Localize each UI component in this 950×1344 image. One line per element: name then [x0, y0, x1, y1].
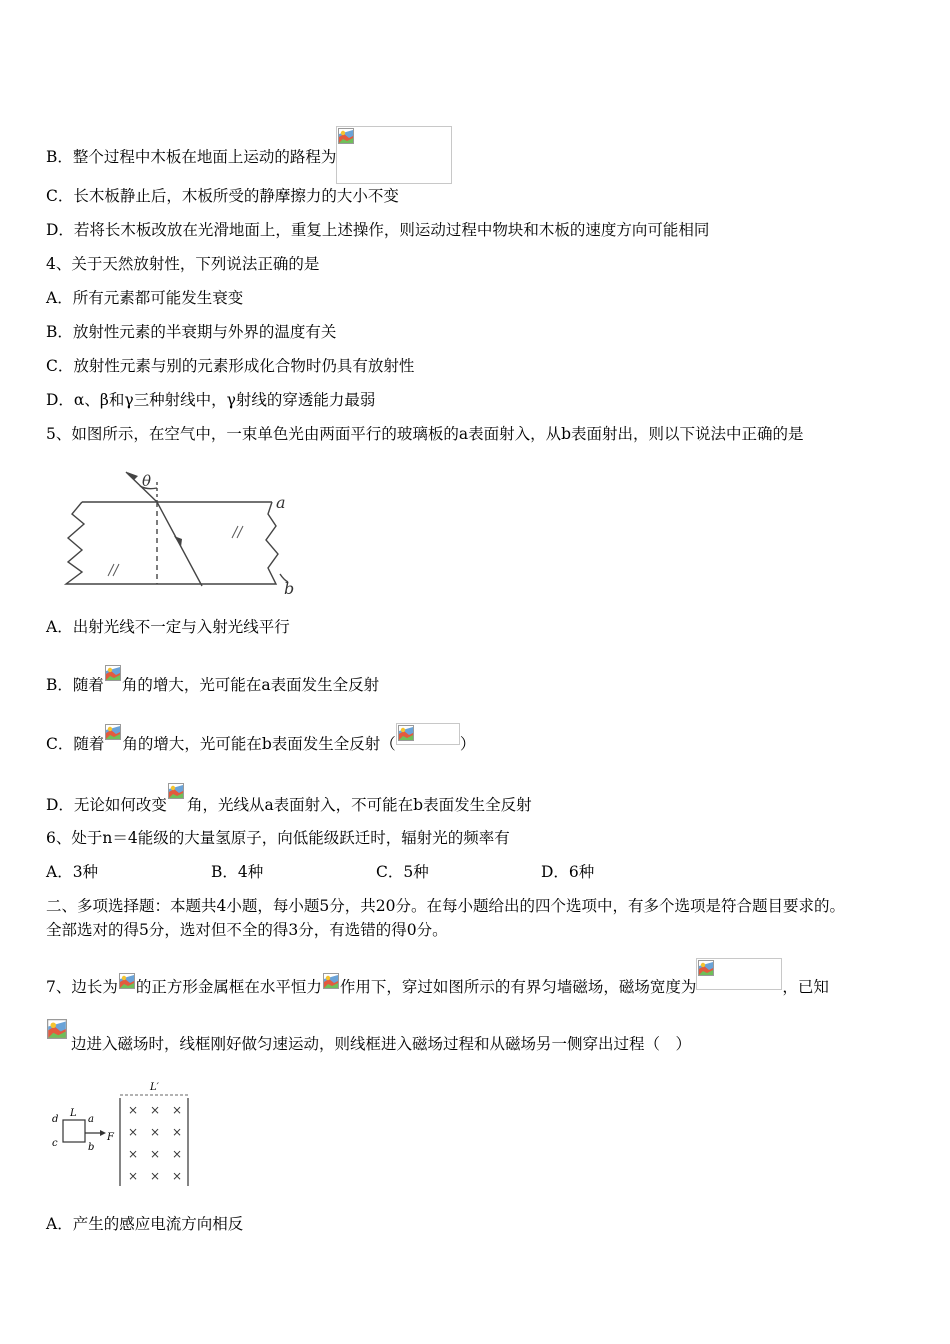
magnetic-field-figure [46, 1078, 196, 1190]
broken-image-icon [47, 1019, 67, 1039]
q7-stem-line2: 边进入磁场时，线框刚好做匀速运动，则线框进入磁场过程和从磁场另一侧穿出过程（ ） [71, 1035, 692, 1053]
q5-stem: 5、如图所示，在空气中，一束单色光由两面平行的玻璃板的a表面射入，从b表面射出，则以下说法中正确的是 [46, 425, 804, 443]
q6-option-a: A．3种 [46, 863, 99, 881]
broken-image-icon [119, 973, 135, 989]
q4-option-c: C．放射性元素与别的元素形成化合物时仍具有放射性 [46, 357, 415, 375]
broken-image-icon [105, 665, 121, 681]
label-L-prime: L′ [150, 1082, 159, 1093]
theta-image [104, 723, 122, 741]
theta-image [167, 782, 187, 802]
q6-option-d: D．6种 [541, 863, 595, 881]
force-image [322, 972, 340, 990]
label-b: b [88, 1142, 95, 1153]
side-length-image [118, 972, 136, 990]
broken-image-icon [323, 973, 339, 989]
q5-option-d: D．无论如何改变 角，光线从a表面射入，不可能在b表面发生全反射 [46, 782, 532, 815]
label-d: d [52, 1114, 59, 1125]
q3-option-b: B．整个过程中木板在地面上运动的路程为 [46, 126, 452, 184]
field-width-image [696, 958, 782, 990]
svg-text:×: × [128, 1169, 139, 1183]
broken-image-icon [168, 783, 184, 799]
q4-option-a: A．所有元素都可能发生衰变 [46, 289, 244, 307]
svg-text:×: × [150, 1147, 161, 1161]
svg-text:×: × [128, 1103, 139, 1117]
theta-image [104, 664, 122, 682]
svg-text:×: × [150, 1125, 161, 1139]
svg-text:×: × [172, 1103, 183, 1117]
q6-stem: 6、处于n＝4能级的大量氢原子，向低能级跃迁时，辐射光的频率有 [46, 829, 510, 847]
q5-option-a: A．出射光线不一定与入射光线平行 [46, 618, 290, 636]
q6-option-b: B．4种 [211, 863, 264, 881]
surface-b-label: b [284, 579, 295, 598]
label-F: F [107, 1132, 114, 1143]
blank-image [396, 723, 460, 745]
svg-text:×: × [172, 1169, 183, 1183]
svg-text:×: × [150, 1169, 161, 1183]
label-a: a [88, 1114, 94, 1125]
q3-option-d: D．若将长木板改放在光滑地面上，重复上述操作，则运动过程中物块和木板的速度方向可能相同 [46, 221, 710, 239]
q6-options [46, 862, 706, 882]
theta-label: θ [142, 472, 152, 490]
q5-option-b: B．随着 角的增大，光可能在a表面发生全反射 [46, 664, 379, 695]
q4-option-b: B．放射性元素的半衰期与外界的温度有关 [46, 323, 337, 341]
q5-option-c: C．随着 角的增大，光可能在b表面发生全反射（ ） [46, 723, 475, 754]
q3-option-c: C．长木板静止后，木板所受的静摩擦力的大小不变 [46, 187, 399, 205]
q7-stem: 7、边长为 的正方形金属框在水平恒力 作用下，穿过如图所示的有界匀墙磁场，磁场宽度为 ，已知 [46, 958, 829, 997]
svg-text:×: × [150, 1103, 161, 1117]
q4-option-d: D．α、β和γ三种射线中，γ射线的穿透能力最弱 [46, 391, 376, 409]
svg-text:×: × [128, 1147, 139, 1161]
svg-text:×: × [172, 1125, 183, 1139]
edge-image [46, 1018, 68, 1040]
surface-a-label: a [276, 493, 286, 512]
section-2-instructions: 二、多项选择题：本题共4小题，每小题5分，共20分。在每小题给出的四个选项中，有多个选项是符合题目要求的。 全部选对的得5分，选对但不全的得3分，有选错的得0分。 [46, 897, 845, 939]
formula-image [336, 126, 452, 184]
svg-text:×: × [172, 1147, 183, 1161]
label-L: L [70, 1108, 77, 1119]
svg-text:×: × [128, 1125, 139, 1139]
q4-stem: 4、关于天然放射性，下列说法正确的是 [46, 255, 320, 273]
broken-image-icon [698, 960, 714, 976]
label-c: c [52, 1138, 58, 1149]
broken-image-icon [338, 128, 354, 144]
broken-image-icon [398, 725, 414, 741]
q7-option-a: A．产生的感应电流方向相反 [46, 1215, 244, 1233]
broken-image-icon [105, 724, 121, 740]
glass-plate-figure [62, 462, 302, 600]
q6-option-c: C．5种 [376, 863, 429, 881]
